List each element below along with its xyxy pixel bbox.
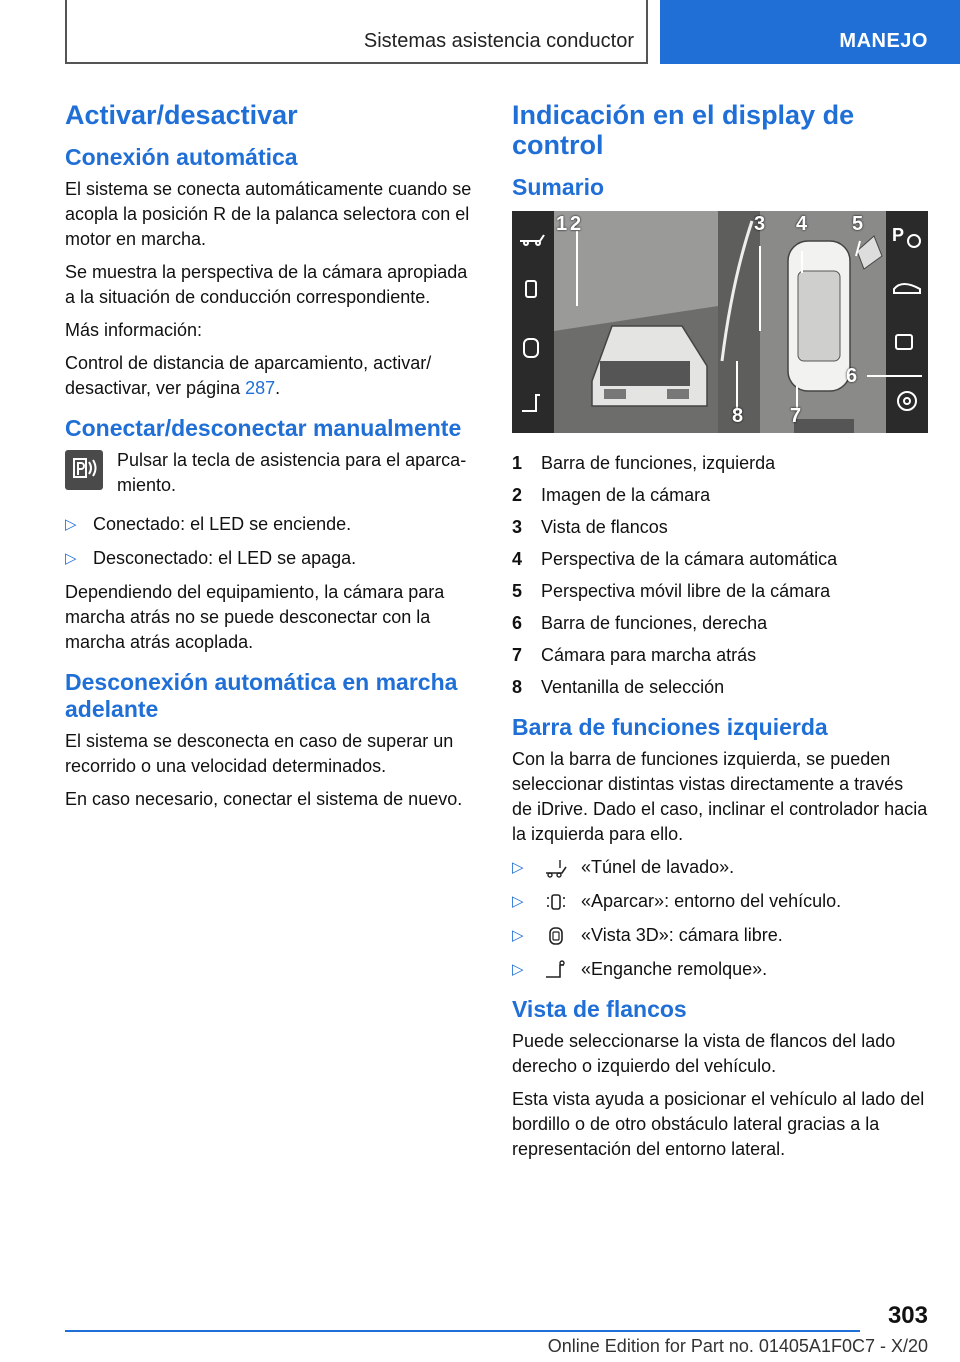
- 3d-view-icon: [544, 925, 568, 947]
- legend-num: 8: [512, 677, 523, 697]
- figure-label-7: 7: [790, 405, 802, 427]
- legend-text: Perspectiva móvil libre de la cámara: [541, 581, 831, 601]
- icon-paragraph-text: Pulsar la tecla de asistencia para el aparcamiento.: [117, 450, 467, 495]
- legend-text: Barra de funciones, izquierda: [541, 453, 776, 473]
- list-item-text: Conectado: el LED se enciende.: [93, 514, 352, 534]
- triangle-bullet-icon: ▷: [512, 927, 524, 944]
- legend-text: Barra de funciones, derecha: [541, 613, 768, 633]
- legend-num: 2: [512, 485, 523, 505]
- legend-item: [512, 611, 928, 636]
- legend-num: 5: [512, 581, 523, 601]
- car-wash-icon: [544, 857, 568, 879]
- legend-item: [512, 547, 928, 572]
- more-info-text: Control de distancia de aparcamiento, activar/ desactivar, ver página: [65, 353, 432, 398]
- icon-paragraph: [65, 448, 477, 498]
- header-chapter-tab: [660, 0, 960, 64]
- legend-num: 6: [512, 613, 523, 633]
- left-bar-views-list: [512, 855, 928, 982]
- figure-label-2: 2: [570, 213, 582, 235]
- paragraph: El sistema se desconecta en caso de superar un recorrido o una velocidad determinados.: [65, 731, 454, 776]
- footer-edition: Online Edition for Part no. 01405A1F0C7 - X/20: [547, 1336, 928, 1356]
- legend-text: Cámara para marcha atrás: [541, 645, 757, 665]
- triangle-bullet-icon: ▷: [512, 961, 524, 978]
- paragraph: Dependiendo del equipamiento, la cámara para marcha atrás no se puede desconectar con la marcha atrás acoplada.: [65, 582, 445, 652]
- legend-item: [512, 675, 928, 700]
- header-section-title: Sistemas asistencia conductor: [363, 30, 634, 52]
- legend-item: [512, 515, 928, 540]
- list-item-text: «Aparcar»: entorno del vehículo.: [581, 891, 842, 911]
- list-item: [65, 546, 477, 571]
- list-item-text: «Vista 3D»: cámara libre.: [581, 925, 783, 945]
- legend-item: [512, 579, 928, 604]
- camera-display-figure: [512, 211, 928, 433]
- triangle-bullet-icon: ▷: [65, 516, 77, 533]
- heading-side-view: Vista de flancos: [512, 996, 687, 1022]
- paragraph-more-info: [65, 351, 477, 401]
- paragraph: El sistema se conecta automáticamente cuando se acopla la posición R de la palanca selectora con el motor en marcha.: [65, 179, 472, 249]
- list-item: [512, 889, 928, 914]
- heading-activate: Activar/desactivar: [65, 100, 298, 130]
- list-item: [512, 923, 928, 948]
- footer-divider: [65, 1330, 860, 1332]
- figure-label-1: 1: [556, 213, 568, 235]
- header-section-box: [65, 0, 648, 64]
- legend-text: Imagen de la cámara: [541, 485, 711, 505]
- paragraph: Esta vista ayuda a posicionar el vehículo al lado del bordillo o de otro obstáculo lateral gracias a la representación del entorno lateral.: [512, 1089, 925, 1159]
- list-item-text: «Enganche remolque».: [581, 959, 768, 979]
- paragraph: En caso necesario, conectar el sistema de nuevo.: [65, 789, 463, 809]
- page-link-287[interactable]: 287: [245, 378, 276, 398]
- heading-auto-off: Desconexión automática en marcha adelante: [65, 669, 458, 722]
- list-item-text: Desconectado: el LED se apaga.: [93, 548, 357, 568]
- triangle-bullet-icon: ▷: [65, 550, 77, 567]
- legend-item: [512, 451, 928, 476]
- heading-auto-on: Conexión automática: [65, 144, 298, 170]
- triangle-bullet-icon: ▷: [512, 893, 524, 910]
- paragraph: Con la barra de funciones izquierda, se pueden seleccionar distintas vistas directamente a través de iDrive. Dado el caso, inclinar el controlador hacia la izquierda para ello.: [512, 749, 928, 844]
- left-column: [65, 100, 477, 820]
- page-number: 303: [887, 1302, 928, 1329]
- list-item: [65, 512, 477, 537]
- heading-display: Indicación en el display de control: [512, 100, 855, 160]
- list-item-text: «Túnel de lavado».: [581, 857, 735, 877]
- led-status-list: [65, 512, 477, 571]
- figure-label-6: 6: [846, 365, 858, 387]
- list-item: [512, 957, 928, 982]
- paragraph: Se muestra la perspectiva de la cámara apropiada a la situación de conducción correspondiente.: [65, 262, 468, 307]
- legend-num: 3: [512, 517, 523, 537]
- figure-label-3: 3: [754, 213, 766, 235]
- list-item: [512, 855, 928, 880]
- parking-assist-button-icon: [65, 450, 103, 490]
- figure-legend: [512, 451, 928, 700]
- triangle-bullet-icon: ▷: [512, 859, 524, 876]
- legend-text: Ventanilla de selección: [541, 677, 725, 697]
- heading-manual: Conectar/desconectar manualmente: [65, 415, 462, 441]
- paragraph: Más información:: [65, 320, 203, 340]
- figure-label-5: 5: [852, 213, 864, 235]
- right-column: [512, 100, 928, 1170]
- legend-num: 1: [512, 453, 523, 473]
- trailer-hitch-icon: [544, 959, 568, 981]
- legend-item: [512, 483, 928, 508]
- paragraph: Puede seleccionarse la vista de flancos del lado derecho o izquierdo del vehículo.: [512, 1031, 896, 1076]
- figure-label-8: 8: [732, 405, 744, 427]
- heading-left-bar: Barra de funciones izquierda: [512, 714, 828, 740]
- legend-num: 7: [512, 645, 523, 665]
- period: .: [275, 378, 281, 398]
- legend-text: Perspectiva de la cámara automática: [541, 549, 838, 569]
- heading-summary: Sumario: [512, 174, 605, 200]
- svg-text:P: P: [892, 225, 905, 245]
- header-chapter-title: MANEJO: [839, 30, 928, 52]
- legend-num: 4: [512, 549, 523, 569]
- figure-label-4: 4: [796, 213, 808, 235]
- legend-item: [512, 643, 928, 668]
- legend-text: Vista de flancos: [541, 517, 668, 537]
- parking-surroundings-icon: [544, 891, 568, 913]
